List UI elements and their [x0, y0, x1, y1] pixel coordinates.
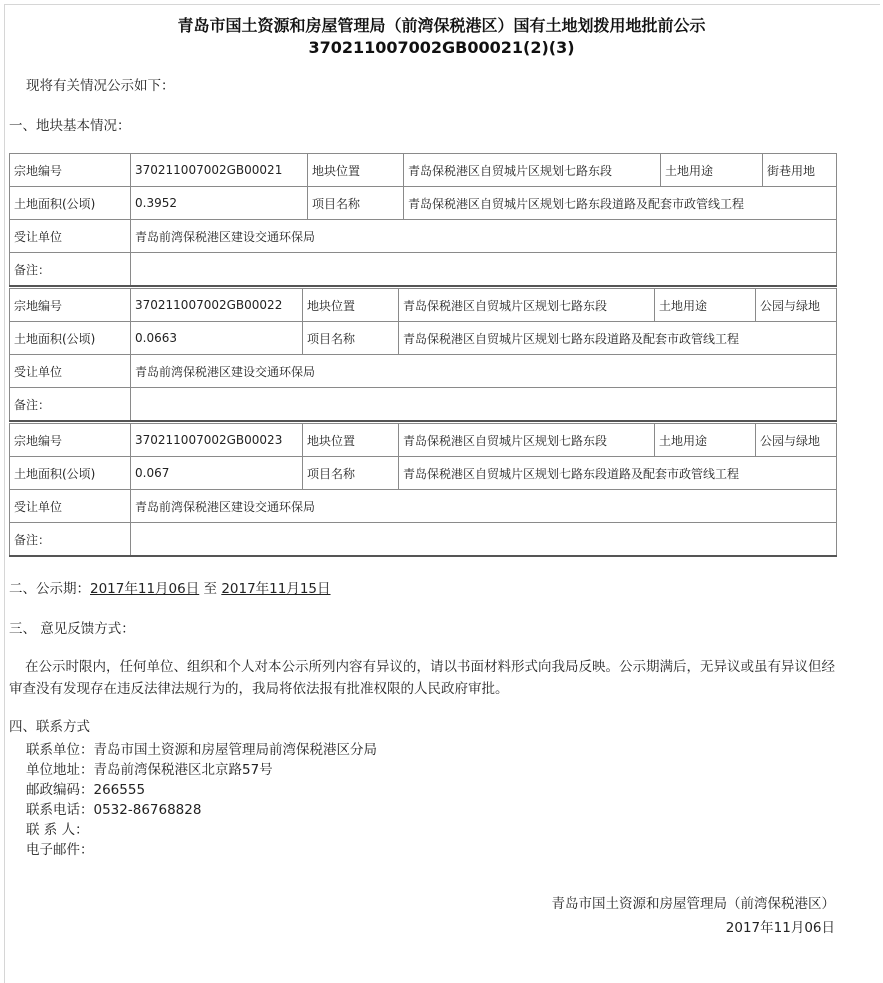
contact-person: 联 系 人： — [26, 822, 89, 838]
table-row — [10, 322, 837, 355]
table-row — [10, 289, 837, 322]
grantee-value: 青岛前湾保税港区建设交通环保局 — [131, 490, 837, 523]
land-use-value: 公园与绿地 — [756, 424, 837, 457]
parcel-table-2 — [9, 288, 837, 422]
signature-block — [552, 892, 836, 940]
location-label: 地块位置 — [308, 154, 404, 187]
location-label: 地块位置 — [303, 289, 399, 322]
grantee-label: 受让单位 — [10, 490, 131, 523]
remarks-label: 备注： — [10, 253, 131, 287]
project-value: 青岛保税港区自贸城片区规划七路东段道路及配套市政管线工程 — [404, 187, 837, 220]
area-label: 土地面积(公顷) — [10, 322, 131, 355]
grantee-value: 青岛前湾保税港区建设交通环保局 — [131, 220, 837, 253]
area-label: 土地面积(公顷) — [10, 187, 131, 220]
area-value: 0.3952 — [131, 187, 308, 220]
land-use-value: 公园与绿地 — [756, 289, 837, 322]
feedback-paragraph: 在公示时限内，任何单位、组织和个人对本公示所列内容有异议的，请以书面材料形式向我局反映。公示期满后，无异议或虽有异议但经审查没有发现存在违反法律法规行为的，我局将依法报有批准权限的人民政府审批。 — [9, 659, 835, 697]
contact-unit: 联系单位：青岛市国土资源和房屋管理局前湾保税港区分局 — [26, 742, 377, 758]
parcel-no-value: 370211007002GB00022 — [131, 289, 303, 322]
remarks-value — [131, 253, 837, 287]
table-row — [10, 154, 837, 187]
parcel-no-value: 370211007002GB00023 — [131, 424, 303, 457]
grantee-value: 青岛前湾保税港区建设交通环保局 — [131, 355, 837, 388]
intro-text: 现将有关情况公示如下： — [26, 78, 175, 94]
location-value: 青岛保税港区自贸城片区规划七路东段 — [399, 424, 655, 457]
area-label: 土地面积(公顷) — [10, 457, 131, 490]
section3-heading: 三、 意见反馈方式： — [9, 621, 135, 637]
table-row — [10, 457, 837, 490]
publicity-start-date: 2017年11月06日 — [90, 581, 200, 597]
location-value: 青岛保税港区自贸城片区规划七路东段 — [404, 154, 661, 187]
land-use-label: 土地用途 — [655, 424, 756, 457]
table-row — [10, 253, 837, 287]
contact-phone: 联系电话：0532-86768828 — [26, 802, 202, 818]
publicity-period-separator: 至 — [199, 581, 222, 597]
table-row — [10, 355, 837, 388]
location-value: 青岛保税港区自贸城片区规划七路东段 — [399, 289, 655, 322]
land-use-value: 街巷用地 — [763, 154, 837, 187]
section4-heading: 四、联系方式 — [9, 719, 90, 735]
remarks-value — [131, 388, 837, 422]
land-use-label: 土地用途 — [661, 154, 763, 187]
project-label: 项目名称 — [308, 187, 404, 220]
publicity-end-date: 2017年11月15日 — [221, 581, 331, 597]
parcel-table-1 — [9, 153, 837, 287]
publicity-period — [9, 580, 331, 598]
page-title: 青岛市国土资源和房屋管理局（前湾保税港区）国有土地划拨用地批前公示 — [177, 16, 706, 35]
grantee-label: 受让单位 — [10, 355, 131, 388]
grantee-label: 受让单位 — [10, 220, 131, 253]
publicity-period-label: 二、公示期： — [9, 581, 90, 597]
table-row — [10, 187, 837, 220]
parcel-no-label: 宗地编号 — [10, 424, 131, 457]
table-row — [10, 523, 837, 557]
table-row — [10, 424, 837, 457]
remarks-label: 备注： — [10, 523, 131, 557]
project-value: 青岛保税港区自贸城片区规划七路东段道路及配套市政管线工程 — [399, 322, 837, 355]
project-value: 青岛保税港区自贸城片区规划七路东段道路及配套市政管线工程 — [399, 457, 837, 490]
location-label: 地块位置 — [303, 424, 399, 457]
project-label: 项目名称 — [303, 322, 399, 355]
signature-org: 青岛市国土资源和房屋管理局（前湾保税港区） — [551, 896, 835, 912]
table-row — [10, 490, 837, 523]
contact-postcode: 邮政编码：266555 — [26, 782, 146, 798]
area-value: 0.067 — [131, 457, 303, 490]
table-row — [10, 388, 837, 422]
remarks-value — [131, 523, 837, 557]
section1-heading: 一、地块基本情况： — [9, 118, 131, 134]
parcel-no-label: 宗地编号 — [10, 289, 131, 322]
project-label: 项目名称 — [303, 457, 399, 490]
contact-address: 单位地址：青岛前湾保税港区北京路57号 — [26, 762, 273, 778]
signature-date: 2017年11月06日 — [725, 920, 835, 936]
area-value: 0.0663 — [131, 322, 303, 355]
parcel-no-label: 宗地编号 — [10, 154, 131, 187]
contact-email: 电子邮件： — [26, 842, 94, 858]
page-subtitle-code: 370211007002GB00021(2)(3) — [308, 38, 575, 57]
land-use-label: 土地用途 — [655, 289, 756, 322]
parcel-table-3 — [9, 423, 837, 557]
remarks-label: 备注： — [10, 388, 131, 422]
table-row — [10, 220, 837, 253]
parcel-no-value: 370211007002GB00021 — [131, 154, 308, 187]
contact-block — [26, 740, 377, 860]
